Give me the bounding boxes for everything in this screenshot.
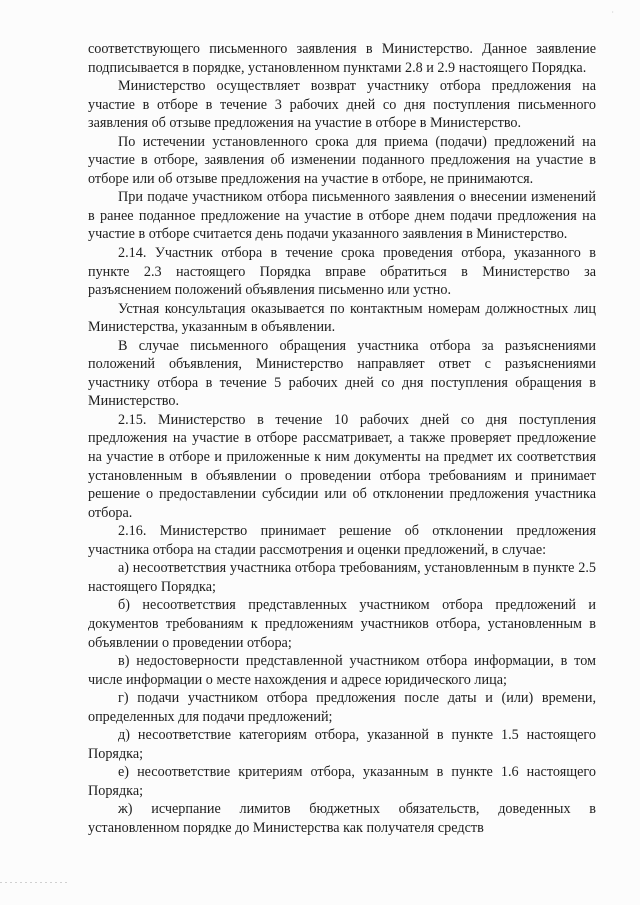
list-item-d: д) несоответствие категориям отбора, указанной в пункте 1.5 настоящего Порядка; [88,727,596,762]
list-item-zh: ж) исчерпание лимитов бюджетных обязательств, доведенных в установленном порядке до Министерства как получателя средств [88,801,596,836]
paragraph-deadline: По истечении установленного срока для приема (подачи) предложений на участие в отборе, заявления об изменении поданного предложения на участие в отборе или об отзыве предложения на участие в отборе, не принимаются. [88,133,596,187]
paragraph-2-15: 2.15. Министерство в течение 10 рабочих дней со дня поступления предложения на участие в отборе рассматривает, а также проверяет предложение на участие в отборе и приложенные к ним документы на предмет их соответствия установленным в объявлении о проведении отбора требованиям и принимает решение о предоставлении субсидии или об отклонении предложения участника отбора. [88,411,596,521]
paragraph-2-14: 2.14. Участник отбора в течение срока проведения отбора, указанного в пункте 2.3 настоящего Порядка вправе обратиться в Министерство за разъяснением положений объявления письменно или устно. [88,245,596,299]
paragraph-continuation: соответствующего письменного заявления в Министерство. Данное заявление подписывается в порядке, установленном пунктами 2.8 и 2.9 настоящего Порядка. [88,41,596,76]
paragraph-changes-date: При подаче участником отбора письменного заявления о внесении изменений в ранее поданное предложение на участие в отборе днем подачи предложения на участие в отборе считается день подачи указанного заявления в Министерство. [88,189,596,243]
paragraph-oral-consultation: Устная консультация оказывается по контактным номерам должностных лиц Министерства, указанным в объявлении. [88,300,596,336]
paragraph-written-request: В случае письменного обращения участника отбора за разъяснениями положений объявления, Министерство направляет ответ с разъяснениями участнику отбора в течение 5 рабочих дней со дня поступления обращения в Министерство. [88,337,596,410]
list-item-e: е) несоответствие критериям отбора, указанным в пункте 1.6 настоящего Порядка; [88,764,596,799]
list-item-g: г) подачи участником отбора предложения после даты и (или) времени, определенных для подачи предложений; [88,690,596,725]
scan-corner-mark: · [611,8,614,17]
paragraph-return-proposal: Министерство осуществляет возврат участнику отбора предложения на участие в отборе в течение 3 рабочих дней со дня поступления письменного заявления об отзыве предложения на участие в отборе в Министерство. [88,78,596,132]
list-item-a: а) несоответствия участника отбора требованиям, установленным в пункте 2.5 настоящего Порядка; [88,560,596,595]
scan-edge-line [0,882,70,883]
paragraph-2-16: 2.16. Министерство принимает решение об отклонении предложения участника отбора на стадии рассмотрения и оценки предложений, в случае: [88,523,596,558]
document-body [88,40,596,838]
list-item-v: в) недостоверности представленной участником отбора информации, в том числе информации о месте нахождения и адресе юридического лица; [88,653,596,688]
list-item-b: б) несоответствия представленных участником отбора предложений и документов требованиям к предложениям участников отбора, установленным в объявлении о проведении отбора; [88,597,596,651]
